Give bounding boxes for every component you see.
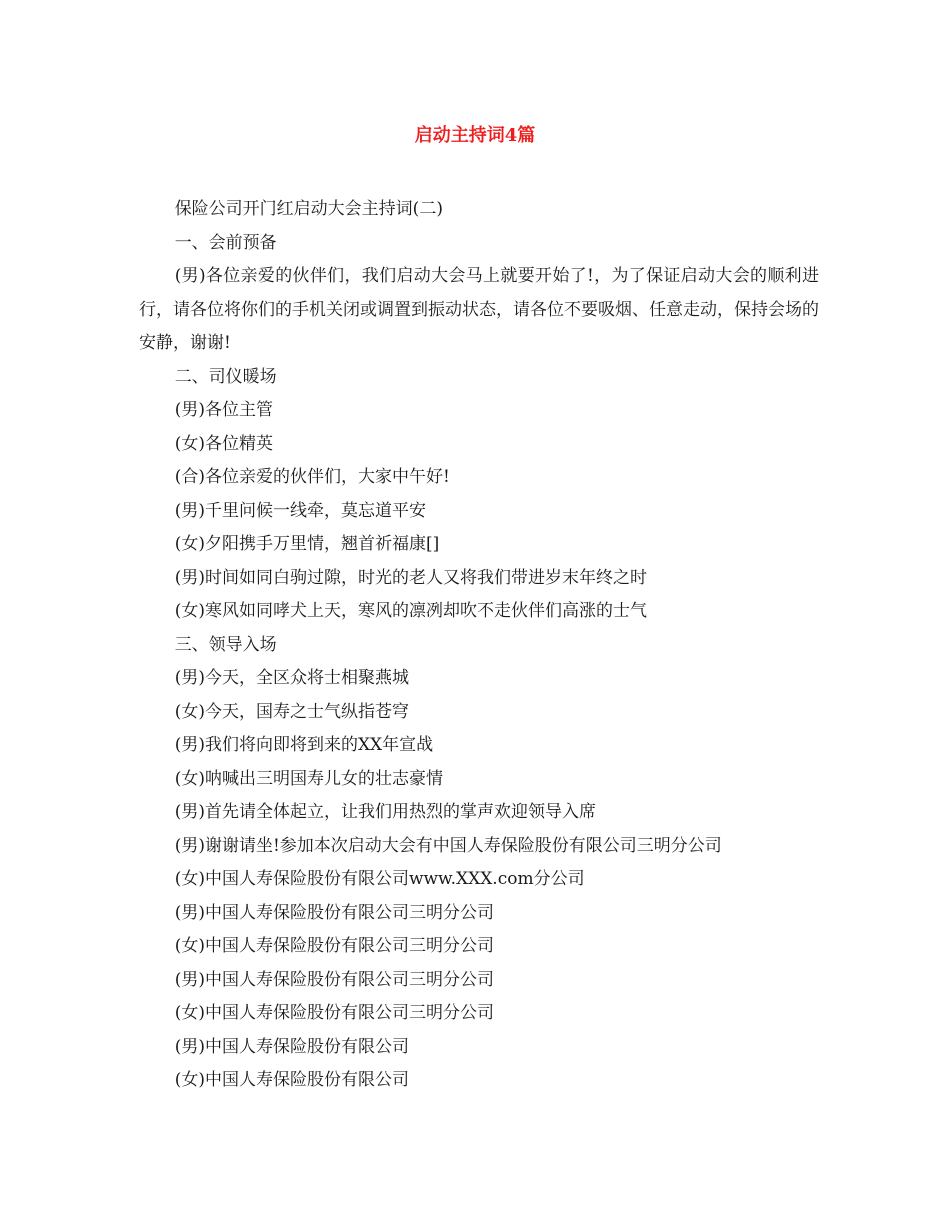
script-line: (女)夕阳携手万里情，翘首祈福康[] — [174, 534, 440, 554]
script-line: (男)首先请全体起立，让我们用热烈的掌声欢迎领导入席 — [174, 802, 596, 822]
script-line: (男)今天，全区众将士相聚燕城 — [174, 668, 409, 688]
script-line: (女)寒风如同哮犬上天，寒风的凛冽却吹不走伙伴们高涨的士气 — [174, 601, 647, 621]
script-line: (男)谢谢请坐!参加本次启动大会有中国人寿保险股份有限公司三明分公司 — [174, 835, 722, 856]
script-line: (男)千里问候一线牵，莫忘道平安 — [174, 500, 426, 521]
script-line: (女)今天，国寿之士气纵指苍穹 — [174, 701, 409, 722]
script-line: (男)中国人寿保险股份有限公司三明分公司 — [174, 969, 494, 990]
body-paragraph: (男)各位亲爱的伙伴们，我们启动大会马上就要开始了!，为了保证启动大会的顺利进行，请各位将你们的手机关闭或调置到振动状态，请各位不要吸烟、任意走动，保持会场的安静，谢谢! — [139, 266, 819, 353]
section-heading: 三、领导入场 — [174, 634, 277, 655]
script-line: (男)时间如同白驹过隙，时光的老人又将我们带进岁末年终之时 — [174, 567, 647, 588]
section-heading: 一、会前预备 — [174, 232, 277, 253]
script-line: (男)中国人寿保险股份有限公司三明分公司 — [174, 902, 494, 923]
script-line: (女)各位精英 — [174, 433, 273, 454]
subtitle: 保险公司开门红启动大会主持词(二) — [174, 199, 443, 219]
script-line: (女)呐喊出三明国寿儿女的壮志豪情 — [174, 768, 443, 789]
section-heading: 二、司仪暖场 — [174, 366, 277, 387]
script-line: (男)中国人寿保险股份有限公司 — [174, 1036, 409, 1057]
script-line: (女)中国人寿保险股份有限公司三明分公司 — [174, 1003, 494, 1023]
script-line: (合)各位亲爱的伙伴们，大家中午好! — [174, 467, 450, 487]
document-body — [139, 193, 819, 1098]
script-line: (男)我们将向即将到来的XX年宣战 — [174, 735, 434, 755]
script-line: (女)中国人寿保险股份有限公司www.XXX.com分公司 — [174, 869, 585, 889]
document-title: 启动主持词4篇 — [414, 125, 536, 146]
script-line: (女)中国人寿保险股份有限公司 — [174, 1070, 409, 1090]
script-line: (女)中国人寿保险股份有限公司三明分公司 — [174, 936, 494, 956]
script-line: (男)各位主管 — [174, 400, 273, 420]
